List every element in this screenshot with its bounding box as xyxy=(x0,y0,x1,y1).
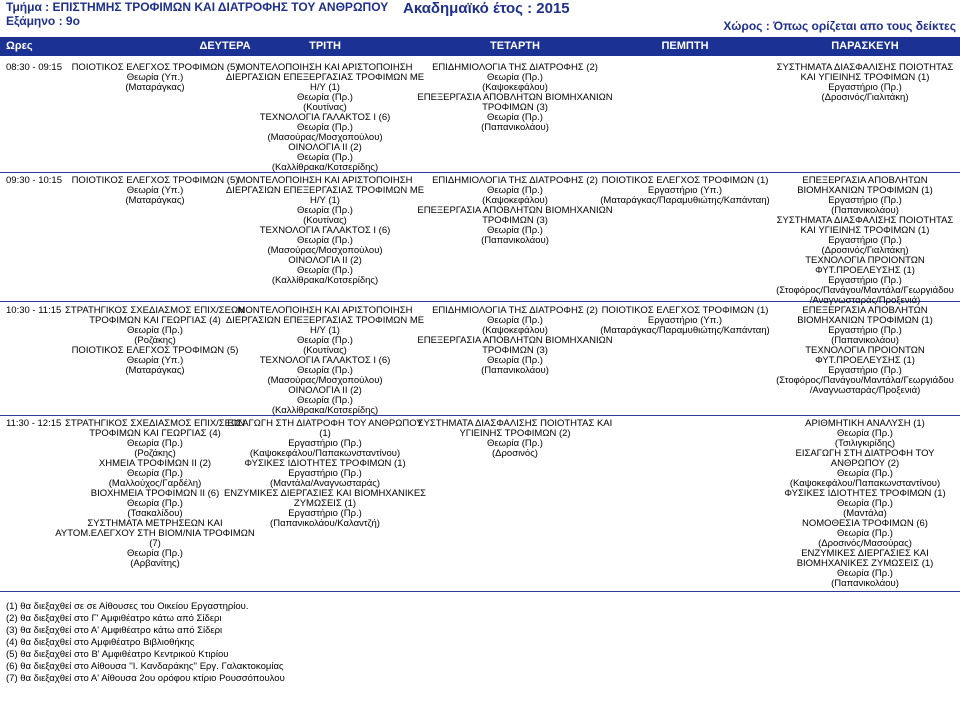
course-line: ΣΥΣΤΗΜΑΤΑ ΜΕΤΡΗΣΕΩΝ ΚΑΙ xyxy=(87,518,223,529)
course-line: ΠΟΙΟΤΙΚΟΣ ΕΛΕΓΧΟΣ ΤΡΟΦΙΜΩΝ (1) xyxy=(601,305,769,316)
course-line: /Αναγνωσταράς/Προξενιά) xyxy=(809,385,921,396)
course-line: ΔΙΕΡΓΑΣΙΩΝ ΕΠΕΞΕΡΓΑΣΙΑΣ ΤΡΟΦΙΜΩΝ ΜΕ xyxy=(225,72,425,83)
course-line: Θεωρία (Πρ.) xyxy=(487,112,543,123)
course-line: (Ροζάκης) xyxy=(134,335,176,346)
semester-label: Εξάμηνο : 9ο xyxy=(6,14,80,28)
course-line: (Παπανικολάου) xyxy=(481,235,549,246)
course-line: ΕΠΕΞΕΡΓΑΣΙΑ ΑΠΟΒΛΗΤΩΝ xyxy=(802,175,928,186)
course-line: ΕΠΙΔΗΜΙΟΛΟΓΙΑ ΤΗΣ ΔΙΑΤΡΟΦΗΣ (2) xyxy=(432,305,598,316)
course-line: /Αναγνωσταράς/Προξενιά) xyxy=(809,295,921,306)
course-line: Θεωρία (Πρ.) xyxy=(487,225,543,236)
course-line: (Ματαράγκας) xyxy=(125,195,185,206)
course-line: Η/Υ (1) xyxy=(310,325,340,336)
course-line: Εργαστήριο (Πρ.) xyxy=(828,325,902,336)
course-line: Εργαστήριο (Πρ.) xyxy=(828,195,902,206)
course-line: Θεωρία (Πρ.) xyxy=(297,152,353,163)
course-line: Θεωρία (Πρ.) xyxy=(837,528,893,539)
course-line: ΦΥΤ.ΠΡΟΕΛΕΥΣΗΣ (1) xyxy=(815,355,915,366)
course-line: ΤΕΧΝΟΛΟΓΙΑ ΓΑΛΑΚΤΟΣ Ι (6) xyxy=(259,355,391,366)
course-line: (Δροσινός) xyxy=(492,448,538,459)
course-cell-wednesday xyxy=(405,419,625,459)
course-line: ΤΡΟΦΙΜΩΝ (3) xyxy=(482,345,548,356)
course-line: ΕΙΣΑΓΩΓΗ ΣΤΗ ΔΙΑΤΡΟΦΗ ΤΟΥ ΑΝΘΡΩΠΟΥ xyxy=(227,418,423,429)
course-line: (Μασούρας/Μοσχοπούλου) xyxy=(267,132,383,143)
course-line: (Ματαράγκας) xyxy=(125,365,185,376)
course-cell-tuesday xyxy=(215,63,435,173)
course-line: Θεωρία (Πρ.) xyxy=(837,468,893,479)
footnote: (3) θα διεξαχθεί στο Α' Αμφιθέατρο κάτω από Σίδερι xyxy=(6,625,223,636)
course-line: ΕΠΙΔΗΜΙΟΛΟΓΙΑ ΤΗΣ ΔΙΑΤΡΟΦΗΣ (2) xyxy=(432,62,598,73)
footnote: (6) θα διεξαχθεί στο Αίθουσα ''Ι. Κανδαράκης'' Εργ. Γαλακτοκομίας xyxy=(6,661,284,672)
course-cell-wednesday xyxy=(405,63,625,133)
course-line: ΠΟΙΟΤΙΚΟΣ ΕΛΕΓΧΟΣ ΤΡΟΦΙΜΩΝ (5) xyxy=(71,62,239,73)
course-line: ΕΠΙΔΗΜΙΟΛΟΓΙΑ ΤΗΣ ΔΙΑΤΡΟΦΗΣ (2) xyxy=(432,175,598,186)
course-line: Θεωρία (Πρ.) xyxy=(127,548,183,559)
course-line: ΤΡΟΦΙΜΩΝ ΚΑΙ ΓΕΩΡΓΙΑΣ (4) xyxy=(89,315,221,326)
col-header-hours: Ωρες xyxy=(6,40,33,52)
course-line: ΣΤΡΑΤΗΓΙΚΟΣ ΣΧΕΔΙΑΣΜΟΣ ΕΠΙΧ/ΣΕΩΝ xyxy=(65,418,245,429)
course-line: (Καψοκεφάλου) xyxy=(482,82,548,93)
course-line: Η/Υ (1) xyxy=(310,82,340,93)
course-line: ΤΡΟΦΙΜΩΝ ΚΑΙ ΓΕΩΡΓΙΑΣ (4) xyxy=(89,428,221,439)
course-line: (Δροσινός/Γιαλιτάκη) xyxy=(821,92,909,103)
course-line: Θεωρία (Πρ.) xyxy=(297,365,353,376)
course-line: ΥΓΙΕΙΝΗΣ ΤΡΟΦΙΜΩΝ (2) xyxy=(459,428,571,439)
course-line: Θεωρία (Πρ.) xyxy=(297,92,353,103)
row-separator xyxy=(0,172,960,173)
course-line: (Στοφόρος/Πανάγου/Μαντάλα/Γεωργιάδου xyxy=(776,285,954,296)
course-cell-tuesday xyxy=(215,419,435,529)
course-line: (Ματαράγκας/Παραμυθιώτης/Καπάνταη) xyxy=(600,195,770,206)
course-line: ΦΥΤ.ΠΡΟΕΛΕΥΣΗΣ (1) xyxy=(815,265,915,276)
course-line: ΒΙΟΜΗΧΑΝΙΩΝ ΤΡΟΦΙΜΩΝ (1) xyxy=(797,185,933,196)
course-line: (Παπανικολάου) xyxy=(831,578,899,589)
course-line: (Καψοκεφάλου) xyxy=(482,195,548,206)
course-line: (Κουτίνας) xyxy=(303,215,347,226)
course-line: (Καλλίθρακα/Κοτσερίδης) xyxy=(271,405,379,416)
course-line: ΕΠΕΞΕΡΓΑΣΙΑ ΑΠΟΒΛΗΤΩΝ ΒΙΟΜΗΧΑΝΙΩΝ xyxy=(417,92,613,103)
course-line: (Παπανικολάου/Καλαντζή) xyxy=(270,518,380,529)
course-line: ΜΟΝΤΕΛΟΠΟΙΗΣΗ ΚΑΙ ΑΡΙΣΤΟΠΟΙΗΣΗ xyxy=(237,305,413,316)
course-line: ΤΕΧΝΟΛΟΓΙΑ ΓΑΛΑΚΤΟΣ Ι (6) xyxy=(259,112,391,123)
department-title: Τμήμα : ΕΠΙΣΤΗΜΗΣ ΤΡΟΦΙΜΩΝ ΚΑΙ ΔΙΑΤΡΟΦΗΣ ΤΟΥ ΑΝΘΡΩΠΟΥ xyxy=(6,0,389,14)
course-line: ΚΑΙ ΥΓΙΕΙΝΗΣ ΤΡΟΦΙΜΩΝ (1) xyxy=(800,72,930,83)
course-line: Εργαστήριο (Πρ.) xyxy=(288,508,362,519)
course-line: Εργαστήριο (Πρ.) xyxy=(828,275,902,286)
course-line: Θεωρία (Πρ.) xyxy=(487,185,543,196)
course-line: ΖΥΜΩΣΕΙΣ (1) xyxy=(293,498,357,509)
course-line: ΑΥΤΟΜ.ΕΛΕΓΧΟΥ ΣΤΗ ΒΙΟΜ/ΝΙΑ ΤΡΟΦΙΜΩΝ xyxy=(55,528,255,539)
footnote: (1) θα διεξαχθεί σε σε Αίθουσες του Οικείου Εργαστηρίου. xyxy=(6,601,249,612)
course-cell-tuesday xyxy=(215,306,435,416)
course-line: ΕΠΕΞΕΡΓΑΣΙΑ ΑΠΟΒΛΗΤΩΝ ΒΙΟΜΗΧΑΝΙΩΝ xyxy=(417,335,613,346)
course-line: ΤΕΧΝΟΛΟΓΙΑ ΓΑΛΑΚΤΟΣ Ι (6) xyxy=(259,225,391,236)
course-line: ΠΟΙΟΤΙΚΟΣ ΕΛΕΓΧΟΣ ΤΡΟΦΙΜΩΝ (1) xyxy=(601,175,769,186)
course-line: ΣΤΡΑΤΗΓΙΚΟΣ ΣΧΕΔΙΑΣΜΟΣ ΕΠΙΧ/ΣΕΩΝ xyxy=(65,305,245,316)
course-line: ΕΙΣΑΓΩΓΗ ΣΤΗ ΔΙΑΤΡΟΦΗ ΤΟΥ xyxy=(795,448,935,459)
course-line: ΣΥΣΤΗΜΑΤΑ ΔΙΑΣΦΑΛΙΣΗΣ ΠΟΙΟΤΗΤΑΣ xyxy=(776,62,954,73)
course-line: (Τσακαλίδου) xyxy=(127,508,183,519)
course-line: Θεωρία (Πρ.) xyxy=(297,335,353,346)
course-line: (7) xyxy=(149,538,161,549)
course-line: ΒΙΟΧΗΜΕΙΑ ΤΡΟΦΙΜΩΝ ΙΙ (6) xyxy=(90,488,220,499)
course-line: (Τσιλιγκιρίδης) xyxy=(834,438,896,449)
col-header-friday: ΠΑΡΑΣΚΕΥΗ xyxy=(831,40,899,52)
time-slot: 08:30 - 09:15 xyxy=(6,62,62,73)
course-line: Θεωρία (Πρ.) xyxy=(127,438,183,449)
course-line: ΜΟΝΤΕΛΟΠΟΙΗΣΗ ΚΑΙ ΑΡΙΣΤΟΠΟΙΗΣΗ xyxy=(237,175,413,186)
course-line: (Κουτίνας) xyxy=(303,345,347,356)
col-header-thursday: ΠΕΜΠΤΗ xyxy=(661,40,709,52)
course-line: ΟΙΝΟΛΟΓΙΑ ΙΙ (2) xyxy=(288,385,362,396)
course-line: ΕΝΖΥΜΙΚΕΣ ΔΙΕΡΓΑΣΙΕΣ ΚΑΙ ΒΙΟΜΗΧΑΝΙΚΕΣ xyxy=(223,488,427,499)
course-cell-friday xyxy=(755,63,960,103)
course-line: Εργαστήριο (Πρ.) xyxy=(288,438,362,449)
course-line: ΣΥΣΤΗΜΑΤΑ ΔΙΑΣΦΑΛΙΣΗΣ ΠΟΙΟΤΗΤΑΣ ΚΑΙ xyxy=(417,418,613,429)
course-line: (Καψοκεφάλου/Παπακωνσταντίνου) xyxy=(789,478,941,489)
time-slot: 09:30 - 10:15 xyxy=(6,175,62,186)
course-line: (Μαλλούχος/Γαρδέλη) xyxy=(108,478,202,489)
course-line: ΑΝΘΡΩΠΟΥ (2) xyxy=(830,458,900,469)
course-line: ΦΥΣΙΚΕΣ ΙΔΙΟΤΗΤΕΣ ΤΡΟΦΙΜΩΝ (1) xyxy=(784,488,946,499)
course-line: Θεωρία (Πρ.) xyxy=(297,122,353,133)
course-line: ΔΙΕΡΓΑΣΙΩΝ ΕΠΕΞΕΡΓΑΣΙΑΣ ΤΡΟΦΙΜΩΝ ΜΕ xyxy=(225,315,425,326)
course-line: (Αρβανίτης) xyxy=(130,558,180,569)
course-line: (1) xyxy=(319,428,331,439)
course-line: Εργαστήριο (Υπ.) xyxy=(647,185,723,196)
course-line: Θεωρία (Πρ.) xyxy=(297,235,353,246)
course-line: ΒΙΟΜΗΧΑΝΙΩΝ ΤΡΟΦΙΜΩΝ (1) xyxy=(797,315,933,326)
course-line: Θεωρία (Πρ.) xyxy=(297,395,353,406)
course-line: (Παπανικολάου) xyxy=(481,122,549,133)
course-line: ΔΙΕΡΓΑΣΙΩΝ ΕΠΕΞΕΡΓΑΣΙΑΣ ΤΡΟΦΙΜΩΝ ΜΕ xyxy=(225,185,425,196)
course-line: ΚΑΙ ΥΓΙΕΙΝΗΣ ΤΡΟΦΙΜΩΝ (1) xyxy=(800,225,930,236)
course-line: ΒΙΟΜΗΧΑΝΙΚΕΣ ΖΥΜΩΣΕΙΣ (1) xyxy=(796,558,934,569)
footnote: (7) θα διεξαχθεί στο Α' Αίθουσα 2ου ορόφου κτίριο Ρουσσόπουλου xyxy=(6,673,285,684)
course-line: ΝΟΜΟΘΕΣΙΑ ΤΡΟΦΙΜΩΝ (6) xyxy=(802,518,928,529)
course-line: Θεωρία (Πρ.) xyxy=(487,355,543,366)
course-cell-friday xyxy=(755,306,960,396)
footnote: (2) θα διεξαχθεί στο Γ' Αμφιθέατρο κάτω από Σίδερι xyxy=(6,613,222,624)
course-line: ΜΟΝΤΕΛΟΠΟΙΗΣΗ ΚΑΙ ΑΡΙΣΤΟΠΟΙΗΣΗ xyxy=(237,62,413,73)
course-line: ΤΕΧΝΟΛΟΓΙΑ ΠΡΟΙΟΝΤΩΝ xyxy=(805,255,925,266)
course-line: ΕΠΕΞΕΡΓΑΣΙΑ ΑΠΟΒΛΗΤΩΝ xyxy=(802,305,928,316)
course-line: ΤΡΟΦΙΜΩΝ (3) xyxy=(482,215,548,226)
course-line: Εργαστήριο (Πρ.) xyxy=(828,235,902,246)
course-line: Θεωρία (Πρ.) xyxy=(127,468,183,479)
course-line: ΟΙΝΟΛΟΓΙΑ ΙΙ (2) xyxy=(288,255,362,266)
course-line: ΕΠΕΞΕΡΓΑΣΙΑ ΑΠΟΒΛΗΤΩΝ ΒΙΟΜΗΧΑΝΙΩΝ xyxy=(417,205,613,216)
course-line: ΠΟΙΟΤΙΚΟΣ ΕΛΕΓΧΟΣ ΤΡΟΦΙΜΩΝ (5) xyxy=(71,345,239,356)
footnote: (4) θα διεξαχθεί στο Αμφιθέατρο Βιβλιοθήκης xyxy=(6,637,195,648)
course-line: (Καλλίθρακα/Κοτσερίδης) xyxy=(271,162,379,173)
course-line: Θεωρία (Υπ.) xyxy=(126,355,184,366)
course-line: (Ματαράγκας) xyxy=(125,82,185,93)
footnote: (5) θα διεξαχθεί στο Β' Αμφιθέατρο Κεντρικού Κτιρίου xyxy=(6,649,229,660)
course-line: ΤΡΟΦΙΜΩΝ (3) xyxy=(482,102,548,113)
course-line: (Καψοκεφάλου/Παπακωνσταντίνου) xyxy=(249,448,401,459)
course-line: ΦΥΣΙΚΕΣ ΙΔΙΟΤΗΤΕΣ ΤΡΟΦΙΜΩΝ (1) xyxy=(244,458,406,469)
course-line: (Μαντάλα) xyxy=(843,508,887,519)
course-line: Εργαστήριο (Υπ.) xyxy=(647,315,723,326)
course-line: ΤΕΧΝΟΛΟΓΙΑ ΠΡΟΙΟΝΤΩΝ xyxy=(805,345,925,356)
course-line: (Καλλίθρακα/Κοτσερίδης) xyxy=(271,275,379,286)
course-line: ΑΡΙΘΜΗΤΙΚΗ ΑΝΑΛΥΣΗ (1) xyxy=(805,418,925,429)
course-line: Θεωρία (Υπ.) xyxy=(126,185,184,196)
course-line: (Κουτίνας) xyxy=(303,102,347,113)
course-cell-tuesday xyxy=(215,176,435,286)
course-line: (Καψοκεφάλου) xyxy=(482,325,548,336)
course-line: Εργαστήριο (Πρ.) xyxy=(288,468,362,479)
footnotes xyxy=(6,601,285,685)
course-line: Εργαστήριο (Πρ.) xyxy=(828,365,902,376)
course-line: (Δροσινός/Γιαλιτάκη) xyxy=(821,245,909,256)
course-line: ΧΗΜΕΙΑ ΤΡΟΦΙΜΩΝ ΙΙ (2) xyxy=(98,458,212,469)
course-line: (Παπανικολάου) xyxy=(831,335,899,346)
row-separator xyxy=(0,415,960,416)
course-line: Θεωρία (Πρ.) xyxy=(487,438,543,449)
course-line: Θεωρία (Υπ.) xyxy=(126,72,184,83)
course-line: Θεωρία (Πρ.) xyxy=(837,428,893,439)
course-line: (Παπανικολάου) xyxy=(481,365,549,376)
course-line: Θεωρία (Πρ.) xyxy=(487,315,543,326)
col-header-monday: ΔΕΥΤΕΡΑ xyxy=(199,40,251,52)
course-line: (Δροσινός/Μασούρας) xyxy=(818,538,912,549)
col-header-wednesday: ΤΕΤΑΡΤΗ xyxy=(490,40,540,52)
course-line: ΕΝΖΥΜΙΚΕΣ ΔΙΕΡΓΑΣΙΕΣ ΚΑΙ xyxy=(801,548,929,559)
col-header-tuesday: ΤΡΙΤΗ xyxy=(309,40,341,52)
course-line: Θεωρία (Πρ.) xyxy=(127,498,183,509)
course-line: Θεωρία (Πρ.) xyxy=(837,498,893,509)
course-line: ΠΟΙΟΤΙΚΟΣ ΕΛΕΓΧΟΣ ΤΡΟΦΙΜΩΝ (5) xyxy=(71,175,239,186)
course-line: (Παπανικολάου) xyxy=(831,205,899,216)
course-line: Θεωρία (Πρ.) xyxy=(297,205,353,216)
course-line: ΣΥΣΤΗΜΑΤΑ ΔΙΑΣΦΑΛΙΣΗΣ ΠΟΙΟΤΗΤΑΣ xyxy=(776,215,954,226)
course-line: Η/Υ (1) xyxy=(310,195,340,206)
course-line: (Στοφόρος/Πανάγου/Μαντάλα/Γεωργιάδου xyxy=(776,375,954,386)
course-line: (Μασούρας/Μοσχοπούλου) xyxy=(267,375,383,386)
course-line: Θεωρία (Πρ.) xyxy=(837,568,893,579)
row-separator xyxy=(0,591,960,592)
course-line: (Μασούρας/Μοσχοπούλου) xyxy=(267,245,383,256)
course-line: (Ροζάκης) xyxy=(134,448,176,459)
academic-year: Ακαδημαϊκό έτος : 2015 xyxy=(403,0,570,17)
course-line: Θεωρία (Πρ.) xyxy=(127,325,183,336)
time-slot: 11:30 - 12:15 xyxy=(6,418,62,429)
course-line: (Μαντάλα/Αναγνωσταράς) xyxy=(269,478,381,489)
course-line: (Ματαράγκας/Παραμυθιώτης/Καπάνταη) xyxy=(600,325,770,336)
course-cell-friday xyxy=(755,419,960,589)
time-slot: 10:30 - 11:15 xyxy=(6,305,62,316)
course-cell-friday xyxy=(755,176,960,306)
course-line: Θεωρία (Πρ.) xyxy=(297,265,353,276)
room-label: Χώρος : Όπως ορίζεται απο τους δείκτες xyxy=(723,19,956,33)
course-line: Εργαστήριο (Πρ.) xyxy=(828,82,902,93)
course-line: ΟΙΝΟΛΟΓΙΑ ΙΙ (2) xyxy=(288,142,362,153)
course-line: Θεωρία (Πρ.) xyxy=(487,72,543,83)
